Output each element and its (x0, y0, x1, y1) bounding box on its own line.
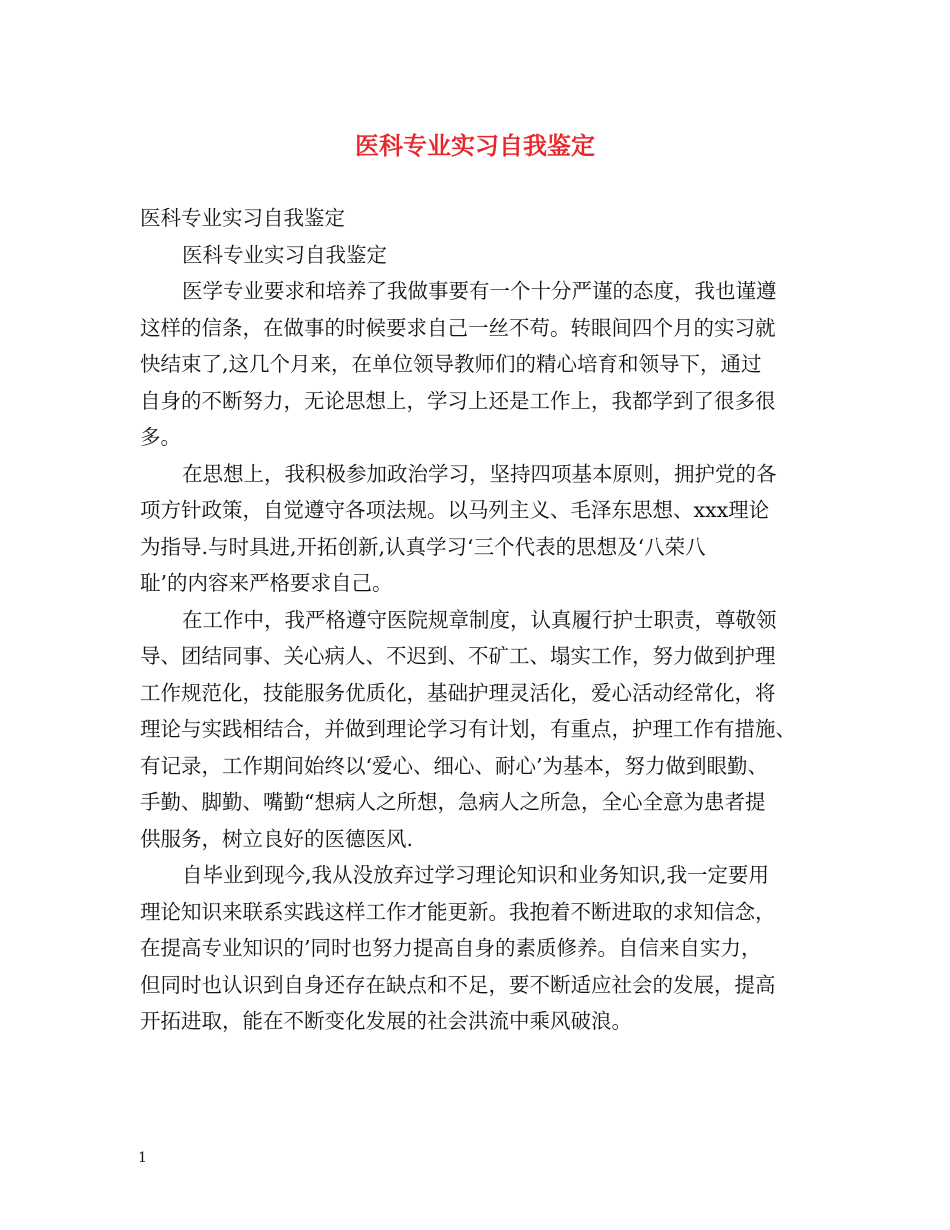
body-line: 在工作中，我严格遵守医院规章制度，认真履行护士职责，尊敬领 (182, 607, 777, 632)
body-line: 导、团结同事、关心病人、不迟到、不矿工、塌实工作，努力做到护理 (140, 644, 776, 668)
body-line: 项方针政策，自觉遵守各项法规。以马列主义、毛泽东思想、xxx理论 (140, 498, 770, 522)
document-title: 医科专业实习自我鉴定 (355, 131, 595, 160)
document-body (140, 200, 816, 1040)
body-line: 在思想上，我积极参加政治学习，坚持四项基本原则，拥护党的各 (182, 461, 777, 486)
body-line: 快结束了,这几个月来，在单位领导教师们的精心培育和领导下，通过 (140, 352, 762, 376)
body-line: 开拓进取，能在不断变化发展的社会洪流中乘风破浪。 (140, 1009, 632, 1033)
body-line: 理论与实践相结合，并做到理论学习有计划，有重点，护理工作有措施、 (140, 717, 796, 741)
body-line: 但同时也认识到自身还存在缺点和不足，要不断适应社会的发展，提高 (140, 972, 776, 997)
body-line: 医科专业实习自我鉴定 (140, 206, 345, 230)
body-line: 这样的信条，在做事的时候要求自己一丝不苟。转眼间四个月的实习就 (140, 315, 776, 340)
body-line: 为指导.与时具进,开拓创新,认真学习‘三个代表的思想及‘八荣八 (140, 534, 706, 559)
body-line: 多。 (140, 425, 181, 449)
body-line: 供服务，树立良好的医德医风. (140, 826, 414, 851)
body-line: 有记录，工作期间始终以‘爱心、细心、耐心’为基本，努力做到眼勤、 (140, 753, 769, 778)
body-line: 耻’的内容来严格要求自己。 (140, 571, 393, 595)
body-line: 医科专业实习自我鉴定 (182, 242, 387, 267)
body-line: 自毕业到现今,我从没放弃过学习理论知识和业务知识,我一定要用 (182, 863, 770, 887)
body-line: 在提高专业知识的’同时也努力提高自身的素质修养。自信来自实力， (140, 936, 762, 960)
body-line: 医学专业要求和培养了我做事要有一个十分严谨的态度，我也谨遵 (182, 279, 777, 303)
body-line: 自身的不断努力，无论思想上，学习上还是工作上，我都学到了很多很 (140, 388, 776, 413)
body-line: 手勤、脚勤、嘴勤“想病人之所想，急病人之所急，全心全意为患者提 (140, 790, 766, 814)
page-number: 1 (138, 1150, 147, 1166)
body-line: 工作规范化，技能服务优质化，基础护理灵活化，爱心活动经常化，将 (140, 680, 776, 705)
body-line: 理论知识来联系实践这样工作才能更新。我抱着不断进取的求知信念， (140, 899, 776, 924)
